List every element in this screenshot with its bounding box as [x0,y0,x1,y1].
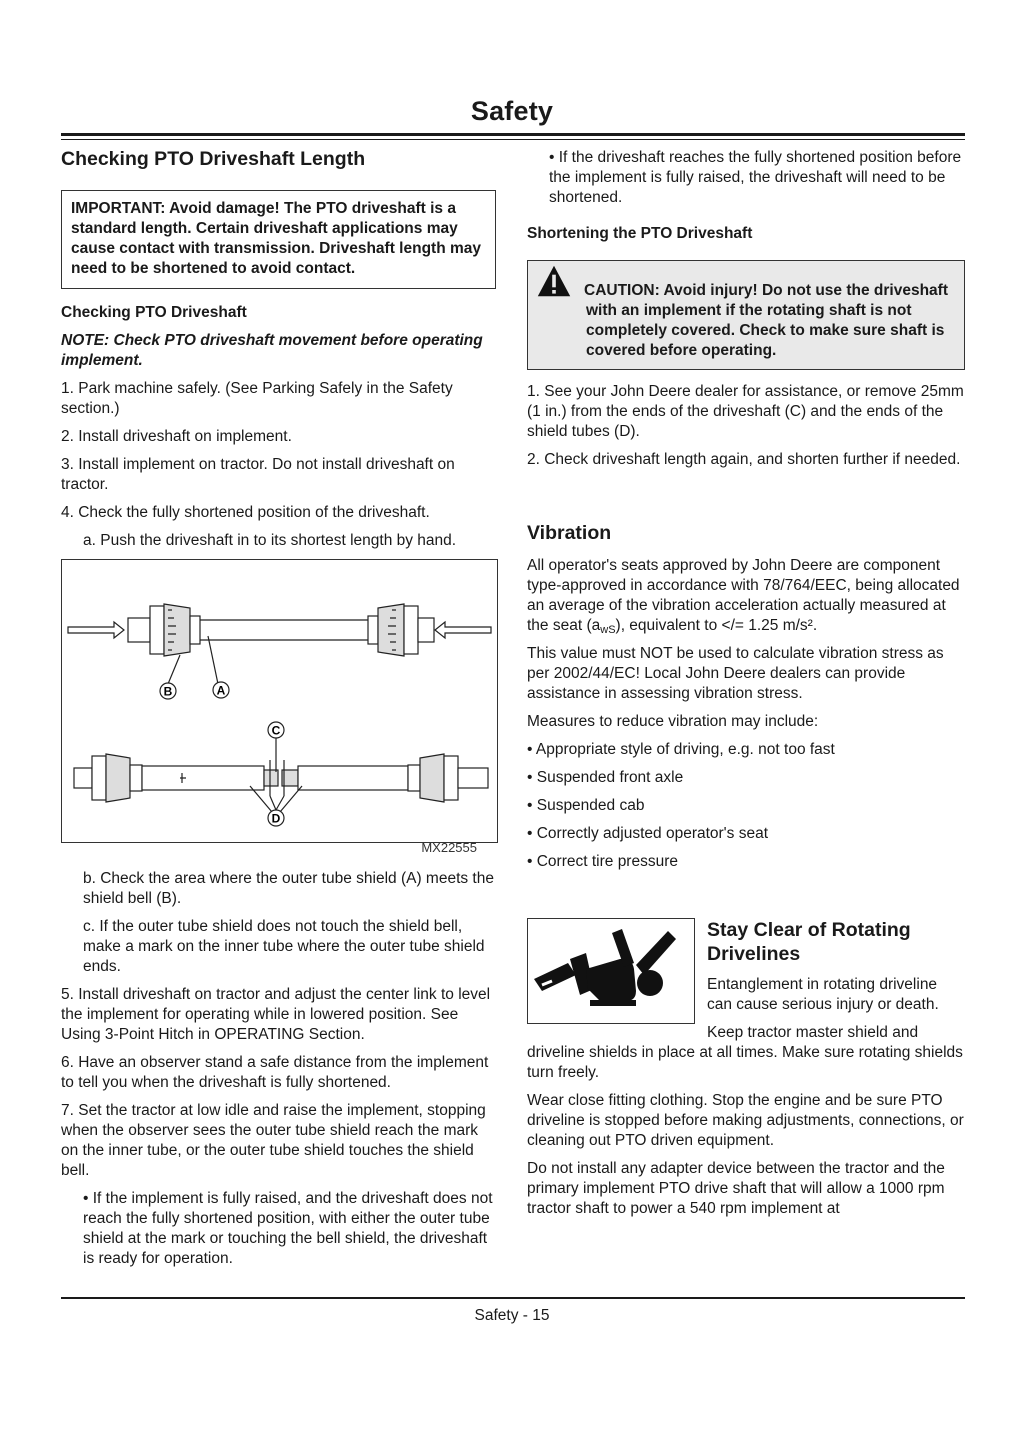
stay-clear-para-3: Wear close fitting clothing. Stop the engine and be sure PTO driveline is stopped before making adjustments, connections, or cleaning out PTO driven equipment. [527,1092,964,1149]
caution-notice [527,260,965,370]
vibration-para-1-a: All operator's seats approved by John Deere are component type-approved in accordance with 78/764/EEC, being allocated an average of the vibration acceleration actually measured at the seat (a [527,557,960,634]
stay-clear-para-1: Entanglement in rotating driveline can cause serious injury or death. [707,976,939,1013]
driveshaft-diagram [61,559,498,855]
vibration-subscript: wS [600,624,616,636]
step-2: 2. Install driveshaft on implement. [61,428,292,445]
caution-text: CAUTION: Avoid injury! Do not use the driveshaft with an implement if the rotating shaft is not completely covered. Check to make sure shaft is covered before operating. [584,282,948,359]
warning-triangle-icon [536,263,572,299]
note-text: NOTE: Check PTO driveshaft movement before operating implement. [61,332,483,369]
vibration-para-3: Measures to reduce vibration may include: [527,713,819,730]
title-rule-thin [61,139,965,140]
step-4a: a. Push the driveshaft in to its shortest length by hand. [83,532,457,549]
shorten-step-1: 1. See your John Deere dealer for assistance, or remove 25mm (1 in.) from the ends of the driveshaft (C) and the ends of the shield tubes (D). [527,383,964,440]
stay-clear-para-2: Keep tractor master shield and driveline shields in place at all times. Make sure rotating shields turn freely. [527,1024,963,1081]
bullet-ready: • If the implement is fully raised, and the driveshaft does not reach the fully shortened position, with either the outer tube shield at the mark or touching the bell shield, the driveshaft is ready for operation. [83,1190,493,1267]
callout-d: D [271,811,281,826]
step-7: 7. Set the tractor at low idle and raise the implement, stopping when the observer sees the outer tube shield reach the mark on the inner tube, or the outer tube shield touches the shield bell. [61,1102,486,1179]
stay-clear-para-4: Do not install any adapter device between the tractor and the primary implement PTO drive shaft that will allow a 1000 rpm tractor shaft to power a 540 rpm implement at [527,1160,945,1217]
page-title: Safety [470,96,554,126]
entanglement-hazard-icon [528,919,694,1023]
vibration-list-item: • Correct tire pressure [527,853,678,870]
vibration-list-item: • Suspended cab [527,797,645,814]
section-heading-stay-clear: Stay Clear of Rotating Drivelines [707,919,911,965]
shorten-step-2: 2. Check driveshaft length again, and shorten further if needed. [527,451,961,468]
step-3: 3. Install implement on tractor. Do not install driveshaft on tractor. [61,456,455,493]
vibration-para-2: This value must NOT be used to calculate vibration stress as per 2002/44/EC! Local John Deere dealers can provide assistance in assessing vibration stress. [527,645,944,702]
step-4: 4. Check the fully shortened position of the driveshaft. [61,504,430,521]
vibration-para-1 [527,556,965,636]
important-notice: IMPORTANT: Avoid damage! The PTO driveshaft is a standard length. Certain driveshaft applications may cause contact with transmission. Driveshaft length may need to be shortened to avoid contact. [61,190,496,289]
driveshaft-illustration [62,560,497,842]
callout-c: C [271,723,281,738]
page-footer: Safety - 15 [474,1307,550,1324]
right-column [527,146,965,1227]
callout-b: B [163,684,173,699]
section-heading-checking-pto: Checking PTO Driveshaft Length [61,148,366,170]
left-column [61,146,496,1277]
entanglement-pictogram [527,918,695,1024]
bullet-shorten: • If the driveshaft reaches the fully shortened position before the implement is fully raised, the driveshaft will need to be shortened. [549,149,962,206]
vibration-list-item: • Correctly adjusted operator's seat [527,825,768,842]
vibration-list-item: • Appropriate style of driving, e.g. not too fast [527,741,835,758]
callout-a: A [216,683,226,698]
subheading-shortening: Shortening the PTO Driveshaft [527,225,753,242]
step-6: 6. Have an observer stand a safe distance from the implement to tell you when the driveshaft is fully shortened. [61,1054,489,1091]
footer-rule [61,1297,965,1299]
step-1: 1. Park machine safely. (See Parking Safely in the Safety section.) [61,380,453,417]
vibration-para-1-b: ), equivalent to </= 1.25 m/s². [615,617,818,634]
subheading-checking-driveshaft: Checking PTO Driveshaft [61,304,247,321]
step-5: 5. Install driveshaft on tractor and adjust the center link to level the implement for operating while in lowered position. See Using 3-Point Hitch in OPERATING Section. [61,986,491,1043]
step-4b: b. Check the area where the outer tube shield (A) meets the shield bell (B). [83,870,494,907]
vibration-list-item: • Suspended front axle [527,769,684,786]
figure-id: MX22555 [421,840,477,855]
section-heading-vibration: Vibration [527,522,612,544]
stay-clear-section [527,918,965,1219]
step-4c: c. If the outer tube shield does not touch the shield bell, make a mark on the inner tube where the outer tube shield ends. [83,918,485,975]
title-rule [61,133,965,136]
